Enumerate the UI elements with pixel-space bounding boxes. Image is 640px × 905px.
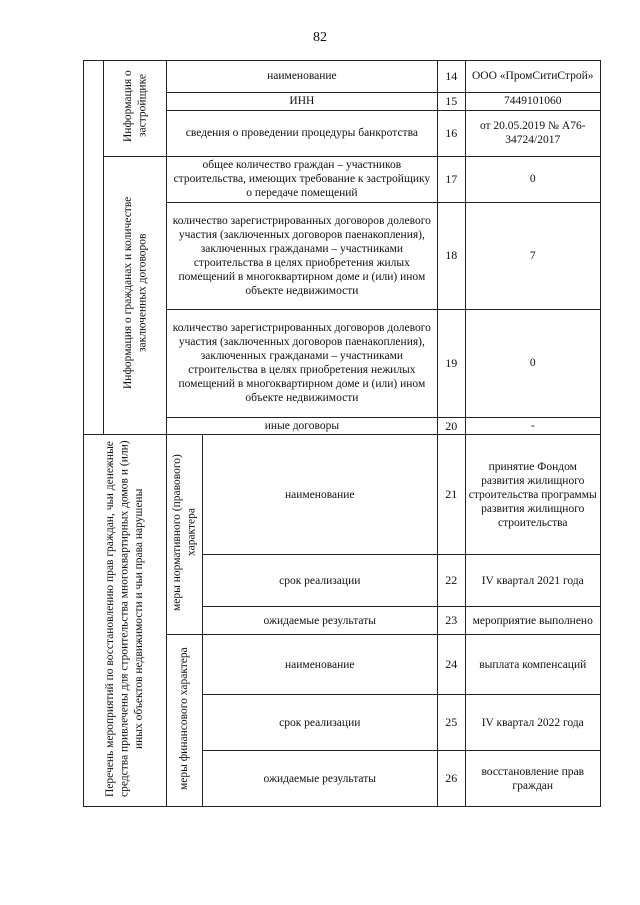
row-value: от 20.05.2019 № А76-34724/2017	[465, 110, 600, 156]
row-number: 20	[437, 417, 465, 435]
group-measures-list: Перечень мероприятий по восстановлению прав граждан, чьи денежные средства привлечены для строительства многоквартирных домов и (или) иных объектов недвижимости и чьи права нарушены	[84, 435, 167, 807]
table-row	[84, 156, 601, 202]
row-value: восстановление прав граждан	[465, 751, 600, 807]
row-value: IV квартал 2021 года	[465, 555, 600, 607]
row-number: 21	[437, 435, 465, 555]
row-label: сведения о проведении процедуры банкротства	[167, 110, 438, 156]
row-label: общее количество граждан – участников строительства, имеющих требование к застройщику о передаче помещений	[167, 156, 438, 202]
developer-info-table	[83, 60, 601, 807]
row-number: 22	[437, 555, 465, 607]
blank-margin-cell	[84, 61, 104, 435]
row-number: 24	[437, 635, 465, 695]
row-value: 7	[465, 202, 600, 309]
row-value: 0	[465, 156, 600, 202]
row-number: 16	[437, 110, 465, 156]
group-citizens-info: Информация о гражданах и количестве заключенных договоров	[104, 156, 167, 435]
row-value: выплата компенсаций	[465, 635, 600, 695]
row-value: мероприятие выполнено	[465, 607, 600, 635]
row-value: принятие Фондом развития жилищного строительства программы развития жилищного строительства	[465, 435, 600, 555]
row-label: наименование	[202, 635, 437, 695]
page-number: 82	[313, 30, 327, 45]
row-value: ООО «ПромСитиСтрой»	[465, 61, 600, 93]
row-value: -	[465, 417, 600, 435]
row-number: 19	[437, 309, 465, 417]
row-label: наименование	[202, 435, 437, 555]
row-value: 7449101060	[465, 93, 600, 111]
row-value: 0	[465, 309, 600, 417]
table-row	[84, 435, 601, 555]
row-label: срок реализации	[202, 555, 437, 607]
row-label: количество зарегистрированных договоров долевого участия (заключенных договоров паенакопления), заключенных гражданами – участниками строительства в целях приобретения жилых помещений в многоквартирном доме и (или) ином объекте недвижимости	[167, 202, 438, 309]
row-label: ожидаемые результаты	[202, 751, 437, 807]
row-label: ожидаемые результаты	[202, 607, 437, 635]
row-label: срок реализации	[202, 695, 437, 751]
row-label: ИНН	[167, 93, 438, 111]
row-label: наименование	[167, 61, 438, 93]
row-value: IV квартал 2022 года	[465, 695, 600, 751]
table-row	[84, 61, 601, 93]
group-financial-measures: меры финансового характера	[167, 635, 203, 807]
row-number: 18	[437, 202, 465, 309]
row-number: 25	[437, 695, 465, 751]
row-number: 17	[437, 156, 465, 202]
group-developer-info: Информация о застройщике	[104, 61, 167, 157]
row-number: 15	[437, 93, 465, 111]
row-number: 14	[437, 61, 465, 93]
row-number: 23	[437, 607, 465, 635]
row-label: иные договоры	[167, 417, 438, 435]
row-number: 26	[437, 751, 465, 807]
row-label: количество зарегистрированных договоров долевого участия (заключенных договоров паенакопления), заключенных гражданами – участниками строительства в целях приобретения нежилых помещений в многоквартирном доме и (или) ином объекте недвижимости	[167, 309, 438, 417]
group-normative-measures: меры нормативного (правового) характера	[167, 435, 203, 635]
